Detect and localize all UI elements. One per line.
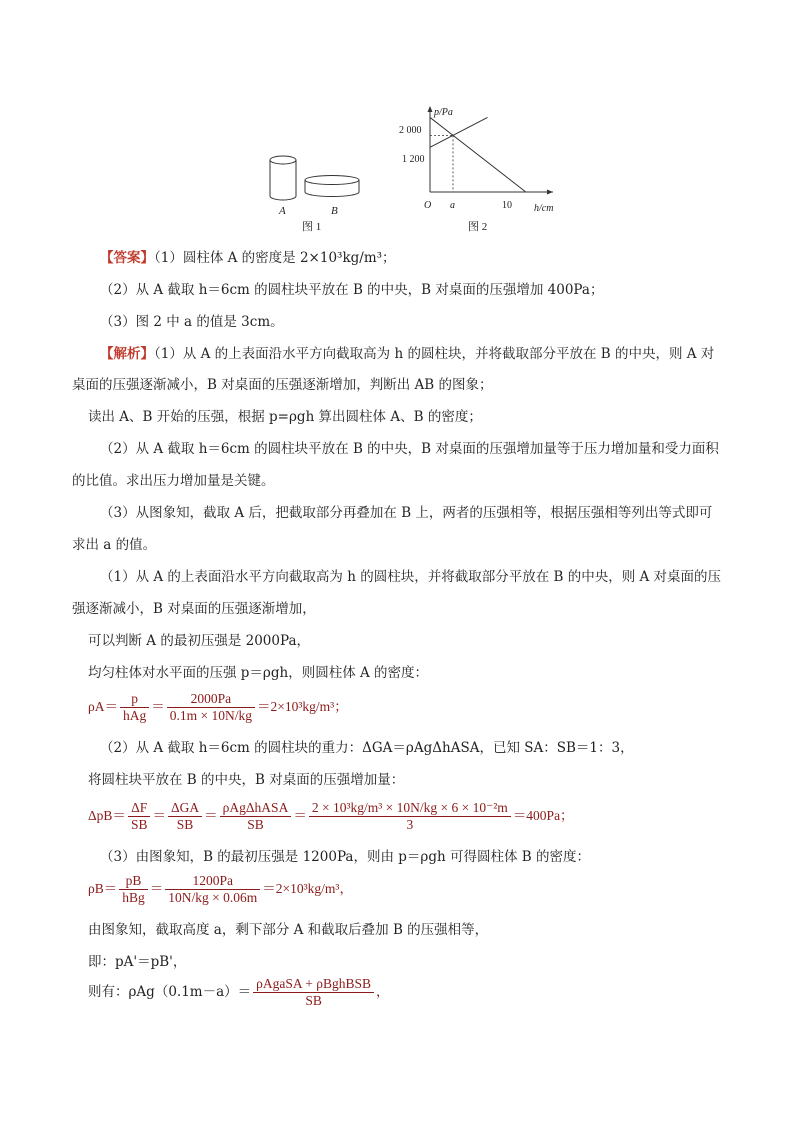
solution-line-6: 将圆柱块平放在 B 的中央，B 对桌面的压强增加量： (88, 772, 405, 788)
solution-line-1: （1）从 A 的上表面沿水平方向截取高为 h 的圆柱块，并将截取部分平放在 B 的中央，则 A 对桌面的压 (100, 569, 722, 585)
y-axis-arrow (428, 106, 433, 112)
analysis-line-3: 读出 A、B 开始的压强，根据 p=ρgh 算出圆柱体 A、B 的密度； (88, 409, 482, 425)
figure-2-tick-a: a (450, 200, 455, 211)
figure-1-label-a: A (279, 205, 286, 217)
solution-line-7: （3）由图象知，B 的最初压强是 1200Pa，则由 p＝ρgh 可得圆柱体 B 的密度： (100, 849, 590, 865)
equation-pressure-increase-b: ΔpB＝ $\frac{\Delta F}{SB}$ ＝ $\frac{\text{ΔGA}}{SB}$ ＝ $\frac{\text{ρAgΔhASA}}{SB}$ ＝ $\frac{\text{2 × 10³kg/m³ × 10N/kg × 6 × 10⁻²m}}{3}$ ＝400Pa； (88, 800, 574, 833)
x-axis-arrow (547, 190, 553, 195)
analysis-line-6: （3）从图象知，截取 A 后，把截取部分再叠加在 B 上，两者的压强相等，根据压强相等列出等式即可 (100, 505, 713, 521)
figure-2-origin: O (424, 200, 432, 211)
figure-2-tick-10: 10 (502, 200, 512, 211)
solution-line-3: 可以判断 A 的最初压强是 2000Pa， (88, 633, 311, 649)
analysis-line-4: （2）从 A 截取 h＝6cm 的圆柱块平放在 B 的中央，B 对桌面的压强增加量等于压力增加量和受力面积 (100, 441, 719, 457)
analysis-tag: 【解析】 (100, 346, 154, 362)
solution-line-4: 均匀柱体对水平面的压强 p＝ρgh，则圆柱体 A 的密度： (88, 665, 429, 681)
cylinder-b (305, 176, 359, 197)
figure-2-tick-1200: 1 200 (402, 154, 425, 165)
cylinder-a (270, 156, 296, 200)
solution-line-8: 由图象知，截取高度 a，剩下部分 A 和截取后叠加 B 的压强相等， (88, 922, 489, 938)
figure-2-x-axis-label: h/cm (534, 203, 554, 214)
answer-line-2: （2）从 A 截取 h＝6cm 的圆柱块平放在 B 的中央，B 对桌面的压强增加 400Pa； (100, 282, 604, 298)
solution-line-9: 即：pA'＝pB'， (88, 954, 187, 970)
figure-2-y-axis-label: p/Pa (434, 107, 453, 118)
analysis-line-2: 桌面的压强逐渐减小，B 对桌面的压强逐渐增加，判断出 AB 的图象； (72, 377, 493, 393)
answer-line-3: （3）图 2 中 a 的值是 3cm。 (100, 314, 284, 330)
equation-density-b: ρB＝ $\frac{pB}{\text{hBg}}$ ＝ $\frac{1200Pa}{10N/kg \times 0.06m}$ ＝2×10³kg/m³， (88, 873, 353, 906)
analysis-line-5: 的比值。求出压力增加量是关键。 (72, 473, 275, 489)
analysis-line-7: 求出 a 的值。 (72, 537, 157, 553)
figure-2-tick-2000: 2 000 (399, 125, 422, 136)
answer-tag: 【答案】 (100, 250, 154, 266)
series-line-1 (430, 117, 526, 192)
equation-density-a: ρA＝ $\frac{p}{\text{hAg}}$ ＝ $\frac{2000Pa}{0.1m \times 10N/kg}$ ＝2×10³kg/m³； (88, 691, 348, 724)
series-line-2 (430, 117, 488, 147)
answer-line-1: 【答案】（1）圆柱体 A 的密度是 2×10³kg/m³； (100, 250, 396, 266)
figure-1-caption: 图 1 (302, 221, 322, 233)
solution-line-2: 强逐渐减小，B 对桌面的压强逐渐增加， (72, 601, 316, 617)
solution-line-5: （2）从 A 截取 h＝6cm 的圆柱块的重力：ΔGA＝ρAgΔhASA，已知 SA：SB＝1：3， (100, 740, 634, 756)
figure-2-caption: 图 2 (468, 221, 488, 233)
figure-1-label-b: B (331, 205, 338, 217)
equation-equal-pressure: 则有：ρAg（0.1m－a）＝ $\frac{\text{ρAgaSA + ρBghBSB}}{SB}$ ， (88, 976, 390, 1008)
analysis-line-1: 【解析】（1）从 A 的上表面沿水平方向截取高为 h 的圆柱块，并将截取部分平放在 B 的中央，则 A 对 (100, 346, 715, 362)
